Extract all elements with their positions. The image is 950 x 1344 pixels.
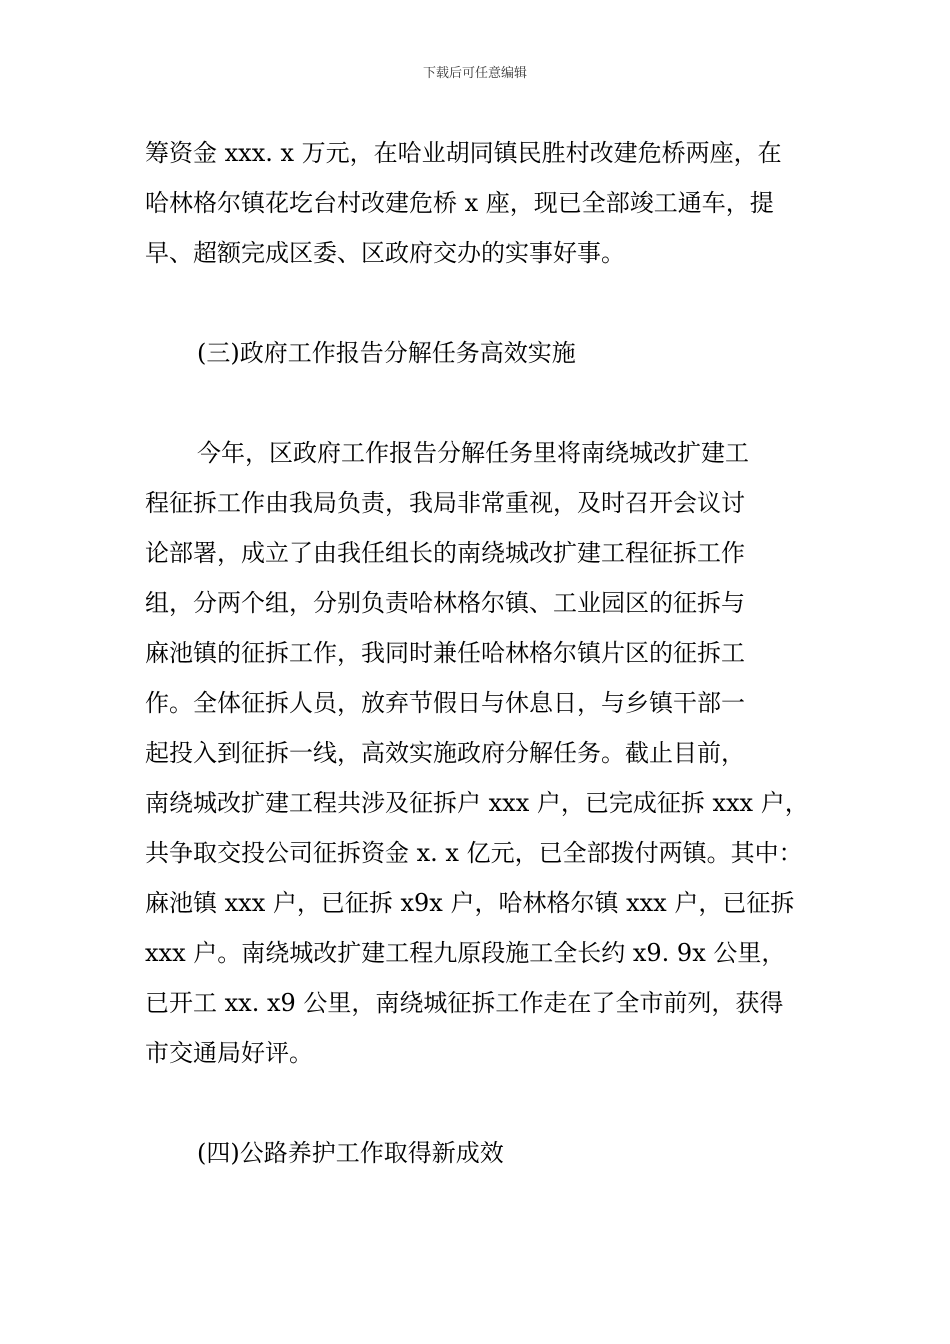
paragraph-line: 今年，区政府工作报告分解任务里将南绕城改扩建工 xyxy=(197,439,749,467)
page-header: 下载后可任意编辑 xyxy=(422,66,527,81)
paragraph-line: 作。全体征拆人员，放弃节假日与休息日，与乡镇干部一 xyxy=(145,689,745,717)
paragraph-spacer xyxy=(145,1078,810,1128)
paragraph-line: 麻池镇的征拆工作，我同时兼任哈林格尔镇片区的征拆工 xyxy=(145,639,745,667)
section-heading-4: (四)公路养护工作取得新成效 xyxy=(197,1139,504,1167)
document-body xyxy=(145,128,810,1178)
paragraph-line: 市交通局好评。 xyxy=(145,1039,313,1067)
paragraph-line: 筹资金 xxx. x 万元，在哈业胡同镇民胜村改建危桥两座，在 xyxy=(145,139,782,167)
paragraph-line: 共争取交投公司征拆资金 x. x 亿元，已全部拨付两镇。其中： xyxy=(145,839,803,867)
paragraph-line: 哈林格尔镇花圪台村改建危桥 x 座，现已全部竣工通车，提 xyxy=(145,189,774,217)
paragraph-spacer xyxy=(145,278,810,328)
paragraph-spacer xyxy=(145,378,810,428)
paragraph-line: 论部署，成立了由我任组长的南绕城改扩建工程征拆工作 xyxy=(145,539,745,567)
paragraph-line: 早、超额完成区委、区政府交办的实事好事。 xyxy=(145,239,625,267)
paragraph-line: 起投入到征拆一线，高效实施政府分解任务。截止目前， xyxy=(145,739,745,767)
paragraph-line: 南绕城改扩建工程共涉及征拆户 xxx 户，已完成征拆 xxx 户， xyxy=(145,789,809,817)
paragraph-line: 组，分两个组，分别负责哈林格尔镇、工业园区的征拆与 xyxy=(145,589,745,617)
paragraph-line: 程征拆工作由我局负责，我局非常重视，及时召开会议讨 xyxy=(145,489,745,517)
section-heading-3: (三)政府工作报告分解任务高效实施 xyxy=(197,339,576,367)
paragraph-line: 已开工 xx. x9 公里，南绕城征拆工作走在了全市前列，获得 xyxy=(145,989,784,1017)
paragraph-line: xxx 户。南绕城改扩建工程九原段施工全长约 x9. 9x 公里， xyxy=(145,939,786,967)
paragraph-line: 麻池镇 xxx 户，已征拆 x9x 户，哈林格尔镇 xxx 户，已征拆 xyxy=(145,889,795,917)
